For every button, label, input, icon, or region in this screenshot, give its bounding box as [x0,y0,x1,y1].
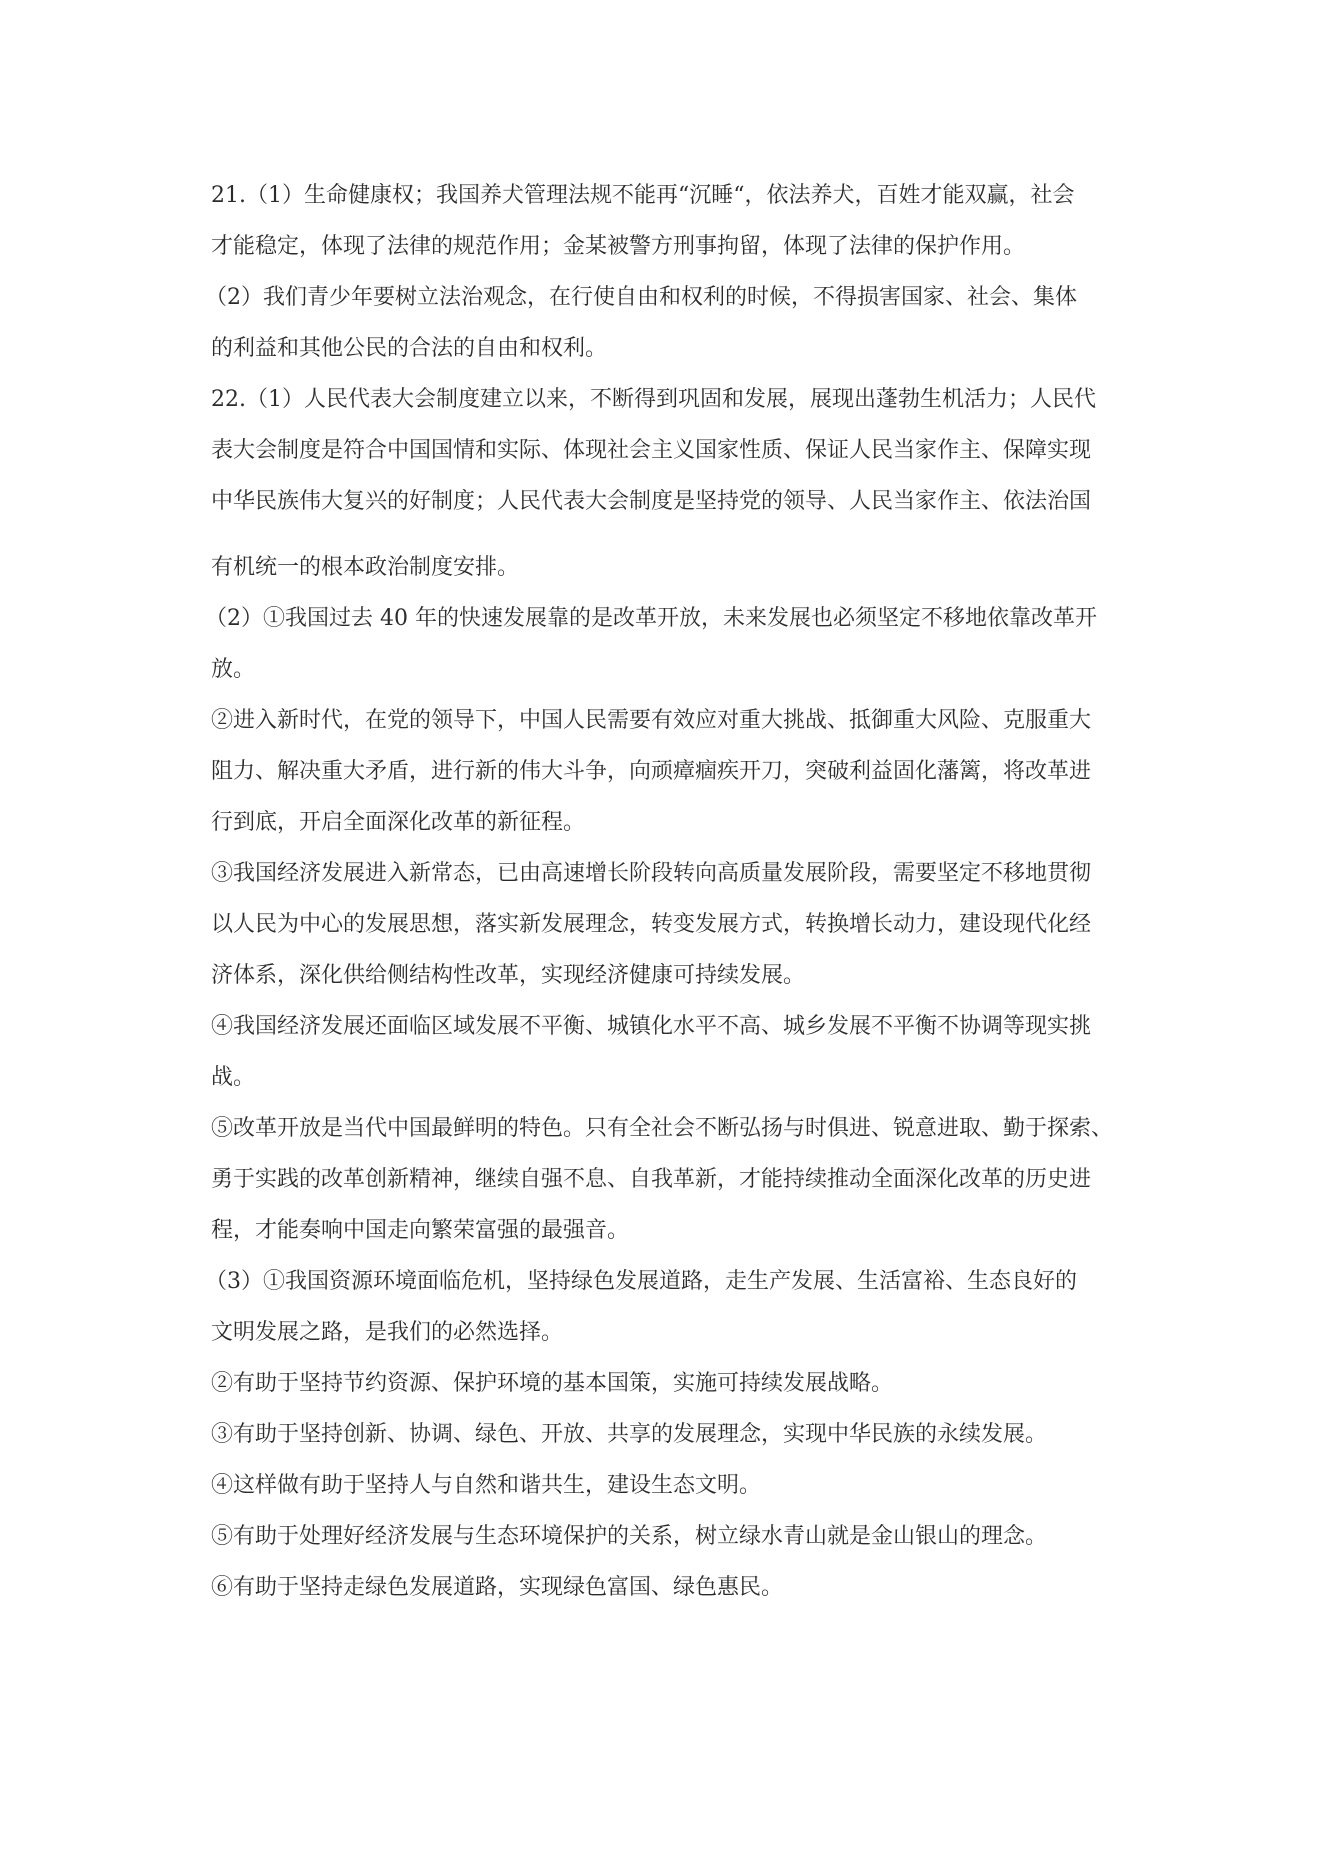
answer-22-part3-line: ⑥有助于坚持走绿色发展道路，实现绿色富国、绿色惠民。 [211,1575,784,1600]
answer-22-part1-line: 有机统一的根本政治制度安排。 [211,555,520,580]
answer-22-part3-line: （3）①我国资源环境面临危机，坚持绿色发展道路，走生产发展、生活富裕、生态良好的 [205,1269,1078,1294]
answer-22-part3-line: ④这样做有助于坚持人与自然和谐共生，建设生态文明。 [211,1473,762,1498]
answer-21 [205,170,1121,374]
answer-22-part2-line: ②进入新时代，在党的领导下，中国人民需要有效应对重大挑战、抵御重大风险、克服重大 [211,708,1092,733]
answer-22-part2-line: 放。 [211,657,256,682]
answer-21-line: 21.（1）生命健康权；我国养犬管理法规不能再“沉睡“，依法养犬，百姓才能双赢，社会 [211,183,1075,208]
answer-21-line: （2）我们青少年要树立法治观念，在行使自由和权利的时候，不得损害国家、社会、集体 [205,285,1078,310]
answer-22-part3-line: ⑤有助于处理好经济发展与生态环境保护的关系，树立绿水青山就是金山银山的理念。 [211,1524,1048,1549]
answer-21-line: 才能稳定，体现了法律的规范作用；金某被警方刑事拘留，体现了法律的保护作用。 [211,234,1026,259]
answer-22-part3-line: ③有助于坚持创新、协调、绿色、开放、共享的发展理念，实现中华民族的永续发展。 [211,1422,1048,1447]
answer-body [205,170,1121,1613]
answer-22-part2-line: 以人民为中心的发展思想，落实新发展理念，转变发展方式，转换增长动力，建设现代化经 [211,912,1092,937]
answer-22-part1-line: 表大会制度是符合中国国情和实际、体现社会主义国家性质、保证人民当家作主、保障实现 [211,438,1092,463]
answer-22-part2-line: 行到底，开启全面深化改革的新征程。 [211,810,586,835]
answer-22-part1-line: 22.（1）人民代表大会制度建立以来，不断得到巩固和发展，展现出蓬勃生机活力；人民代 [211,387,1096,412]
answer-22-part2-line: ⑤改革开放是当代中国最鲜明的特色。只有全社会不断弘扬与时俱进、锐意进取、勤于探索、 [211,1116,1114,1141]
answer-22-part2-line: （2）①我国过去 40 年的快速发展靠的是改革开放，未来发展也必须坚定不移地依靠改革开 [205,606,1097,631]
answer-22-part3-line: ②有助于坚持节约资源、保护环境的基本国策，实施可持续发展战略。 [211,1371,894,1396]
answer-22-part2-line: 战。 [211,1065,256,1090]
answer-22-part2-line: 济体系，深化供给侧结构性改革，实现经济健康可持续发展。 [211,963,806,988]
answer-22-part2-line: ③我国经济发展进入新常态，已由高速增长阶段转向高质量发展阶段，需要坚定不移地贯彻 [211,861,1092,886]
answer-22-part1-line: 中华民族伟大复兴的好制度；人民代表大会制度是坚持党的领导、人民当家作主、依法治国 [211,489,1092,514]
answer-22-part2-line: 阻力、解决重大矛盾，进行新的伟大斗争，向顽瘴痼疾开刀，突破利益固化藩篱，将改革进 [211,759,1092,784]
answer-22-part2-line: ④我国经济发展还面临区域发展不平衡、城镇化水平不高、城乡发展不平衡不协调等现实挑 [211,1014,1092,1039]
answer-22-part2-line: 程，才能奏响中国走向繁荣富强的最强音。 [211,1218,630,1243]
answer-22-part3-line: 文明发展之路，是我们的必然选择。 [211,1320,564,1345]
answer-21-line: 的利益和其他公民的合法的自由和权利。 [211,336,608,361]
answer-22 [205,374,1121,1613]
answer-22-part2-line: 勇于实践的改革创新精神，继续自强不息、自我革新，才能持续推动全面深化改革的历史进 [211,1167,1092,1192]
